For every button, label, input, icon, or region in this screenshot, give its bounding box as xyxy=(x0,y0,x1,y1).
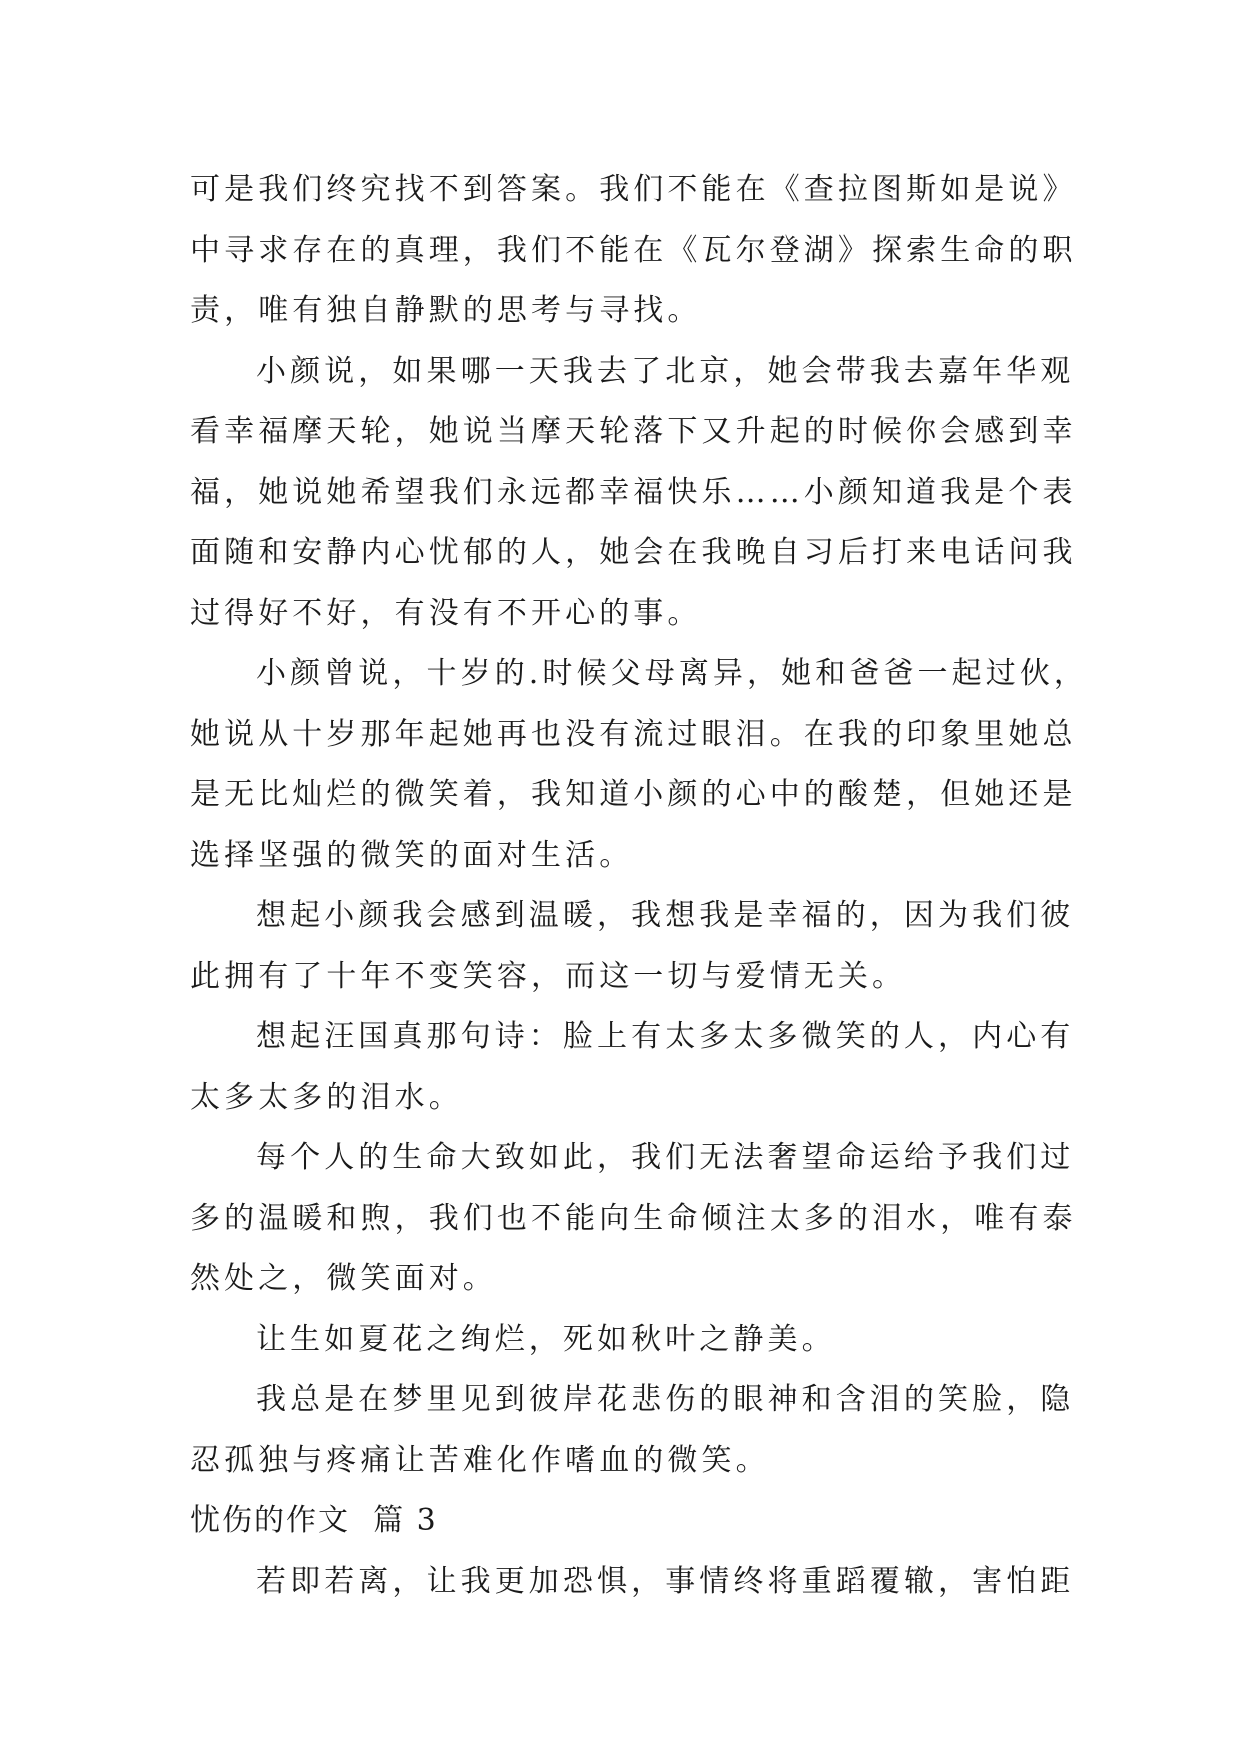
paragraph-line: 过得好不好，有没有不开心的事。 xyxy=(190,595,702,631)
paragraph-line: 我总是在梦里见到彼岸花悲伤的眼神和含泪的笑脸，隐 xyxy=(256,1382,1075,1417)
paragraph-line: 想起汪国真那句诗：脸上有太多太多微笑的人，内心有 xyxy=(256,1019,1075,1054)
paragraph-line: 忍孤独与疼痛让苦难化作嗜血的微笑。 xyxy=(190,1442,770,1478)
section-heading: 忧伤的作文 篇 3 xyxy=(190,1503,438,1538)
paragraph-line: 福，她说她希望我们永远都幸福快乐……小颜知道我是个表 xyxy=(190,474,1077,510)
paragraph-line: 多的温暖和煦，我们也不能向生命倾注太多的泪水，唯有泰 xyxy=(190,1200,1077,1236)
paragraph-line: 每个人的生命大致如此，我们无法奢望命运给予我们过 xyxy=(256,1140,1075,1175)
paragraph-line: 让生如夏花之绚烂，死如秋叶之静美。 xyxy=(256,1321,836,1357)
document-body xyxy=(190,160,1089,1612)
paragraph-line: 小颜曾说，十岁的.时候父母离异，她和爸爸一起过伙， xyxy=(256,656,1089,691)
paragraph-line: 此拥有了十年不变笑容，而这一切与爱情无关。 xyxy=(190,958,907,994)
paragraph-line: 她说从十岁那年起她再也没有流过眼泪。在我的印象里她总 xyxy=(190,716,1077,752)
paragraph-line: 小颜说，如果哪一天我去了北京，她会带我去嘉年华观 xyxy=(256,353,1075,389)
paragraph-line: 然处之，微笑面对。 xyxy=(190,1261,497,1296)
paragraph-line: 选择坚强的微笑的面对生活。 xyxy=(190,837,634,873)
paragraph-line: 若即若离，让我更加恐惧，事情终将重蹈覆辙，害怕距 xyxy=(256,1563,1075,1599)
paragraph-line: 想起小颜我会感到温暖，我想我是幸福的，因为我们彼 xyxy=(256,898,1075,933)
paragraph-line: 可是我们终究找不到答案。我们不能在《查拉图斯如是说》 xyxy=(190,172,1077,207)
paragraph-line: 太多太多的泪水。 xyxy=(190,1079,463,1115)
paragraph-line: 面随和安静内心忧郁的人，她会在我晚自习后打来电话问我 xyxy=(190,535,1077,570)
paragraph-line: 是无比灿烂的微笑着，我知道小颜的心中的酸楚，但她还是 xyxy=(190,777,1077,812)
paragraph-line: 中寻求存在的真理，我们不能在《瓦尔登湖》探索生命的职 xyxy=(190,232,1077,268)
paragraph-line: 责，唯有独自静默的思考与寻找。 xyxy=(190,293,702,328)
paragraph-line: 看幸福摩天轮，她说当摩天轮落下又升起的时候你会感到幸 xyxy=(190,414,1077,449)
